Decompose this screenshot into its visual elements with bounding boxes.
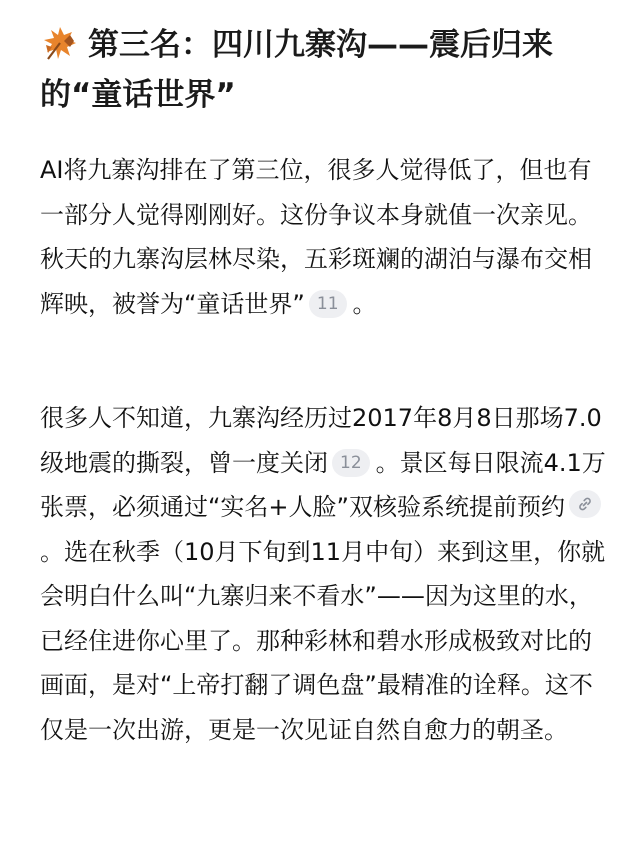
section-title: [40, 20, 608, 120]
paragraph-history-text-b: 。景区每日限流4.1万张票，必须通过“实名+人脸”双核验系统提前预约: [40, 448, 606, 521]
paragraph-history-text-a: 很多人不知道，九寨沟经历过2017年8月8日那场7.0级地震的撕裂，曾一度关闭: [40, 404, 602, 477]
maple-leaves-icon: [40, 23, 80, 63]
section-title-text: 第三名：四川九寨沟——震后归来的“童话世界”: [40, 27, 553, 113]
paragraph-intro-text: AI将九寨沟排在了第三位，很多人觉得低了，但也有一部分人觉得刚刚好。这份争议本身就值一次亲见。秋天的九寨沟层林尽染，五彩斑斓的湖泊与瀑布交相辉映，被誉为“童话世界”: [40, 156, 592, 318]
paragraph-intro-tail: 。: [352, 289, 377, 318]
citation-badge-11[interactable]: 11: [309, 290, 347, 318]
paragraph-intro: [40, 148, 608, 326]
citation-badge-12[interactable]: 12: [332, 449, 370, 477]
paragraph-history: [40, 396, 608, 752]
link-citation-button[interactable]: [569, 490, 601, 518]
link-icon: [577, 496, 593, 512]
paragraph-history-text-c: 。选在秋季（10月下旬到11月中旬）来到这里，你就会明白什么叫“九寨归来不看水”——因为这里的水，已经住进你心里了。那种彩林和碧水形成极致对比的画面，是对“上帝打翻了调色盘”最精准的诠释。这不仅是一次出游，更是一次见证自然自愈力的朝圣。: [40, 537, 606, 744]
